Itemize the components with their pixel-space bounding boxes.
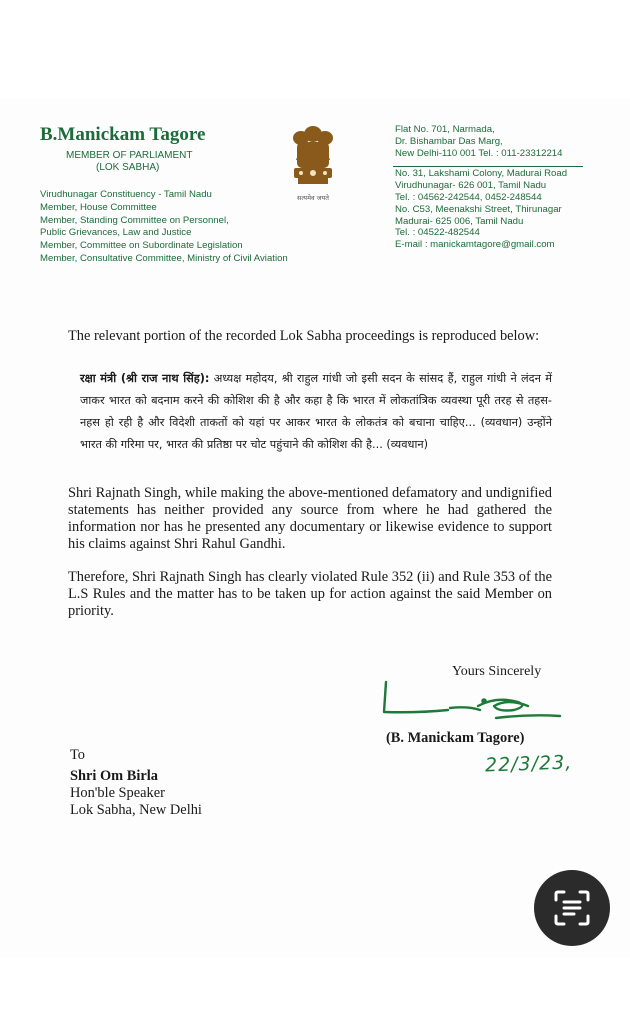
addressee-title: Hon'ble Speaker	[70, 785, 165, 801]
membership-line: Member, Committee on Subordinate Legislation	[40, 240, 243, 252]
membership-line: Member, Consultative Committee, Ministry of Civil Aviation	[40, 252, 288, 264]
scan-text-icon	[552, 888, 592, 928]
membership-line: Virudhunagar Constituency - Tamil Nadu	[40, 189, 212, 200]
emblem-motto: सत्यमेव जयते	[297, 194, 329, 202]
address-line: Tel. : 04562-242544, 0452-248544	[395, 191, 542, 203]
letterhead-memberships	[40, 189, 288, 266]
body-paragraph-3: Therefore, Shri Rajnath Singh has clearly violated Rule 352 (ii) and Rule 353 of the L.S Rules and the matter has to be taken up for action against the said Member on priority.	[68, 569, 552, 619]
address-line: Virudhunagar- 626 001, Tamil Nadu	[395, 180, 547, 192]
letterhead-role: MEMBER OF PARLIAMENT	[66, 150, 193, 161]
email-line: E-mail : manickamtagore@gmail.com	[395, 239, 555, 251]
letterhead-addresses	[395, 124, 567, 251]
membership-line: Public Grievances, Law and Justice	[40, 227, 192, 239]
addressee-to: To	[70, 747, 85, 763]
addressee-block	[70, 747, 202, 819]
addressee-name: Shri Om Birla	[70, 768, 158, 784]
address-line: No. C53, Meenakshi Street, Thirunagar	[395, 203, 562, 215]
address-line: Madurai- 625 006, Tamil Nadu	[395, 215, 524, 227]
body-paragraph-2: Shri Rajnath Singh, while making the above-mentioned defamatory and undignified statements has neither provided any source from where he had gathered the information nor has he presented any documentary or likewise evidence to support his claims against Shri Rahul Gandhi.	[68, 485, 552, 552]
address-line: Flat No. 701, Narmada,	[395, 124, 495, 135]
hindi-speaker: रक्षा मंत्री (श्री राज नाथ सिंह):	[80, 372, 210, 385]
address-line: Tel. : 04522-482544	[395, 227, 480, 239]
membership-line: Member, Standing Committee on Personnel,	[40, 214, 229, 226]
signatory-name: (B. Manickam Tagore)	[386, 730, 525, 746]
address-line: New Delhi-110 001 Tel. : 011-23312214	[395, 147, 563, 159]
address-line: Dr. Bishambar Das Marg,	[395, 135, 503, 147]
hindi-text: अध्यक्ष महोदय, श्री राहुल गांधी जो इसी सदन के सांसद हैं, राहुल गांधी ने लंदन में जाकर भारत को बदनाम करने की कोशिश की है और कहा है कि भारत में लोकतांत्रिक व्यवस्था पूरी तरह से तहस-नहस हो रही है और विदेशी ताकतों को यहां पर आकर भारत के लोकतंत्र को बचाना चाहिए... (व्यवधान) उन्होंने भारत की गरिमा पर, भारत की प्रतिष्ठा पर चोट पहुंचाने की कोशिश की है... (व्यवधान)	[80, 372, 553, 451]
top-blank-strip	[0, 0, 630, 98]
handwritten-date: 22/3/23,	[484, 751, 573, 777]
letterhead-house: (LOK SABHA)	[96, 162, 160, 173]
letterhead-name: B.Manickam Tagore	[40, 124, 206, 145]
address-line: No. 31, Lakshami Colony, Madurai Road	[395, 168, 568, 180]
membership-line: Member, House Committee	[40, 201, 157, 213]
handwritten-signature	[378, 676, 578, 732]
address-gap	[395, 159, 567, 168]
intro-paragraph: The relevant portion of the recorded Lok Sabha proceedings is reproduced below:	[68, 328, 540, 344]
addressee-place: Lok Sabha, New Delhi	[70, 802, 202, 818]
hindi-quote	[80, 368, 552, 456]
closing-text: Yours Sincerely	[452, 664, 542, 679]
address-divider	[393, 166, 583, 167]
scan-text-button[interactable]	[534, 870, 610, 946]
bottom-blank-strip	[0, 958, 630, 1024]
